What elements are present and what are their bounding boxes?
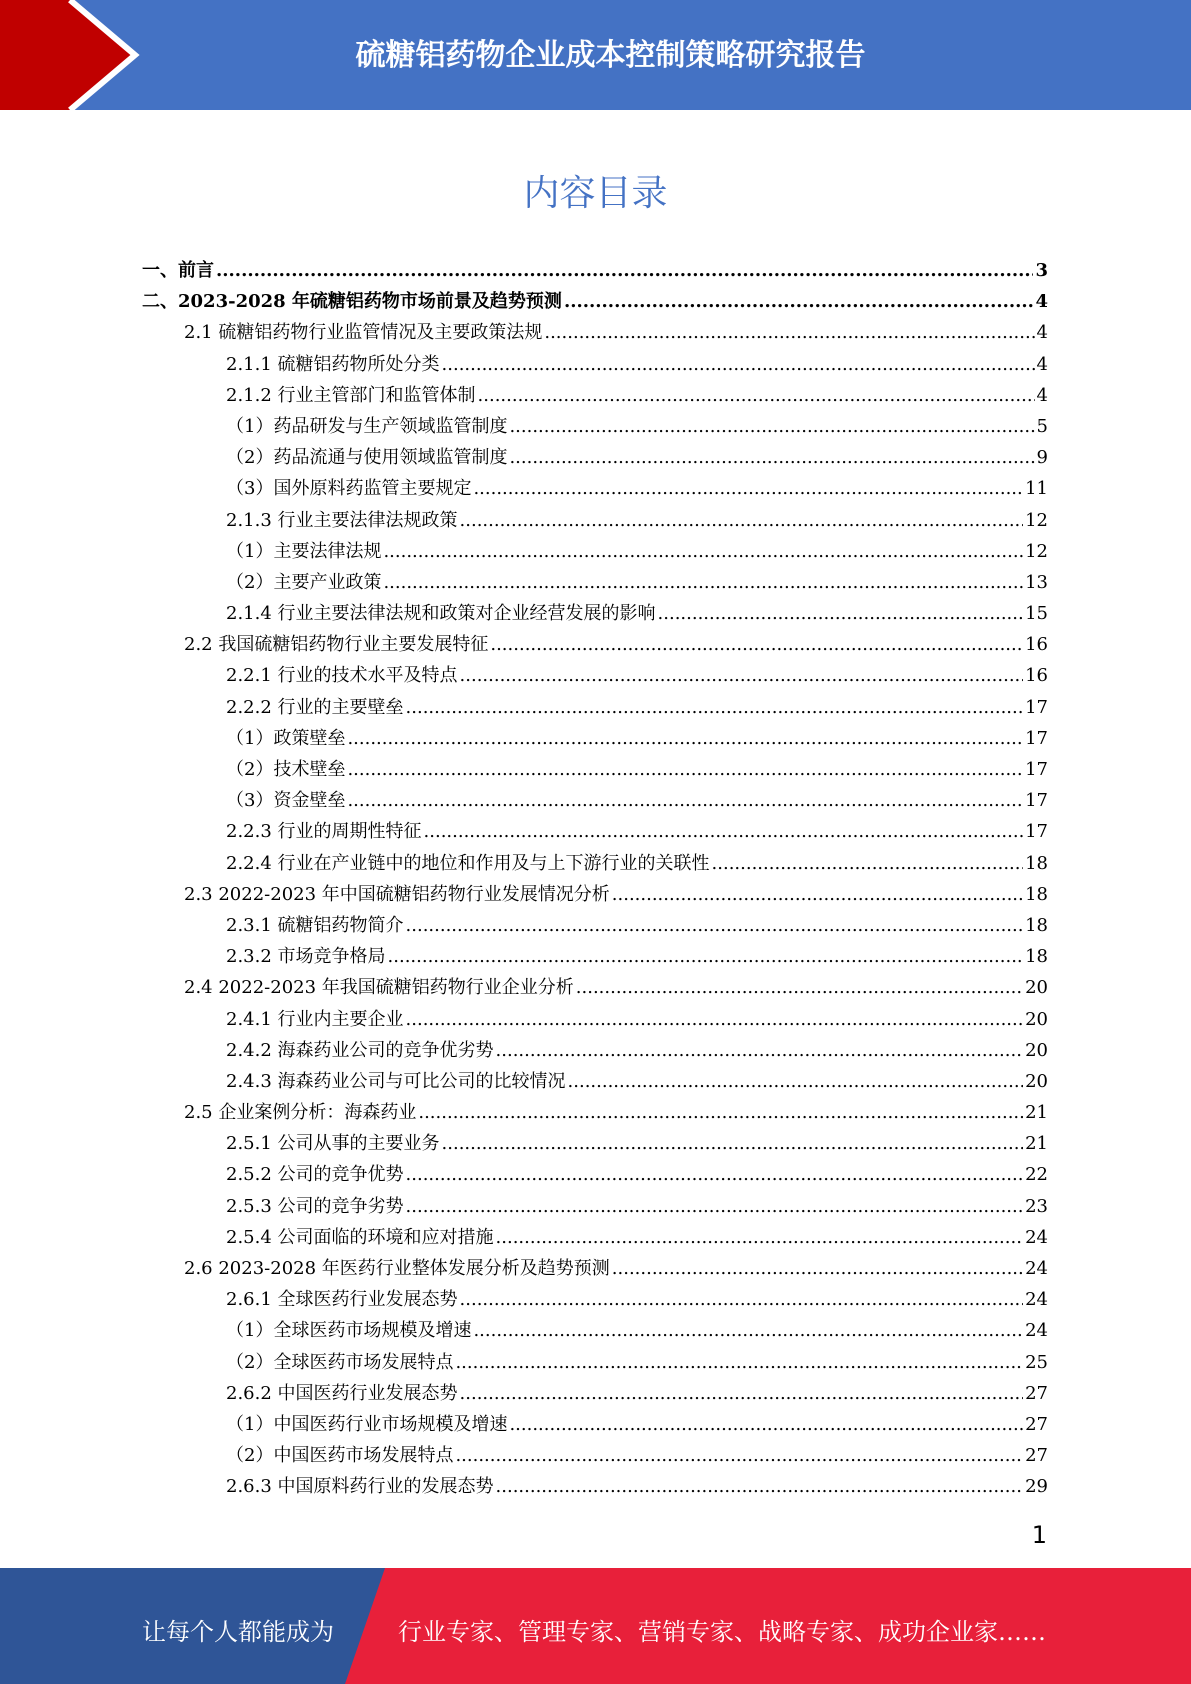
toc-entry-label: 2.3.2 市场竞争格局 [226,946,386,968]
toc-heading: 内容目录 [523,173,668,214]
toc-entry-label: （2）主要产业政策 [226,571,382,593]
toc-dot-leader [490,634,1023,655]
toc-entry[interactable] [142,1379,1048,1410]
footer-slogan-right: 行业专家、管理专家、营销专家、战略专家、成功企业家…… [398,1618,1046,1646]
report-title: 硫糖铝药物企业成本控制策略研究报告 [355,38,866,73]
toc-dot-leader [496,1476,1024,1497]
toc-dot-leader [509,416,1034,437]
toc-entry-page: 24 [1025,1226,1048,1248]
toc-entry-page: 20 [1025,1008,1048,1030]
toc-entry[interactable] [142,1160,1048,1191]
toc-entry-page: 17 [1025,696,1048,718]
toc-dot-leader [406,1009,1024,1030]
toc-entry[interactable] [142,1005,1048,1036]
toc-dot-leader [418,1102,1023,1123]
toc-entry[interactable] [142,1316,1048,1347]
toc-entry[interactable] [142,817,1048,848]
toc-entry-page: 16 [1025,634,1048,656]
toc-dot-leader [509,447,1034,468]
toc-entry-label: 2.6 2023-2028 年医药行业整体发展分析及趋势预测 [184,1258,610,1279]
toc-entry-page: 16 [1025,665,1048,687]
toc-entry[interactable] [142,1223,1048,1254]
toc-entry-label: 2.1.3 行业主要法律法规政策 [226,509,458,531]
toc-entry-page: 21 [1025,1133,1048,1155]
toc-dot-leader [509,1414,1023,1435]
toc-dot-leader [347,728,1023,749]
toc-entry-page: 24 [1025,1320,1048,1342]
toc-dot-leader [473,1320,1023,1341]
page-header [0,0,1191,110]
toc-dot-leader [460,665,1024,686]
toc-entry[interactable] [142,973,1048,1004]
toc-entry-page: 9 [1036,447,1048,469]
toc-entry-page: 24 [1025,1289,1048,1311]
toc-entry-label: 2.3.1 硫糖铝药物简介 [226,914,404,936]
toc-entry-page: 13 [1025,571,1048,593]
toc-entry[interactable] [142,1036,1048,1067]
toc-entry-label: 2.6.1 全球医药行业发展态势 [226,1289,458,1311]
toc-dot-leader [564,291,1034,312]
toc-entry-page: 18 [1025,852,1048,874]
toc-entry-page: 17 [1025,727,1048,749]
toc-entry[interactable] [142,1098,1048,1129]
toc-entry-page: 4 [1036,353,1048,375]
toc-entry-label: 2.6.2 中国医药行业发展态势 [226,1382,458,1404]
toc-entry-page: 18 [1025,883,1048,905]
toc-entry[interactable] [142,474,1048,505]
toc-dot-leader [388,946,1024,967]
toc-entry-page: 15 [1025,603,1048,625]
toc-entry-label: （1）主要法律法规 [226,540,382,562]
toc-entry-page: 11 [1025,478,1048,500]
toc-entry-page: 4 [1035,291,1048,313]
toc-entry-label: 2.2.3 行业的周期性特征 [226,821,422,843]
toc-dot-leader [478,385,1035,406]
toc-entry-label: 2.5.4 公司面临的环境和应对措施 [226,1226,494,1248]
toc-dot-leader [347,759,1023,780]
footer-slogan-left: 让每个人都能成为 [142,1618,334,1646]
toc-entry-page: 4 [1036,322,1048,344]
toc-entry-page: 24 [1025,1258,1048,1279]
toc-entry-label: 一、前言 [142,260,214,281]
toc-entry[interactable] [142,287,1048,318]
toc-entry-label: 2.1.4 行业主要法律法规和政策对企业经营发展的影响 [226,603,656,625]
toc-entry-page: 12 [1025,540,1048,562]
toc-entry-label: 二、2023-2028 年硫糖铝药物市场前景及趋势预测 [142,291,562,313]
toc-entry-label: 2.5.2 公司的竞争优势 [226,1164,404,1186]
toc-entry-label: （1）政策壁垒 [226,727,346,749]
toc-entry-page: 23 [1025,1195,1048,1217]
toc-entry-page: 4 [1036,384,1048,406]
toc-dot-leader [455,1445,1023,1466]
toc-entry-label: 2.1 硫糖铝药物行业监管情况及主要政策法规 [184,322,543,344]
toc-dot-leader [455,1352,1023,1373]
toc-entry-label: （2）全球医药市场发展特点 [226,1351,454,1373]
toc-entry-label: （3）资金壁垒 [226,790,346,812]
toc-entry-page: 21 [1025,1102,1048,1124]
toc-dot-leader [612,1258,1023,1279]
toc-entry-label: 2.5.3 公司的竞争劣势 [226,1195,404,1217]
toc-dot-leader [347,790,1023,811]
toc-entry[interactable] [142,1472,1048,1503]
toc-dot-leader [406,915,1024,936]
toc-entry[interactable] [142,880,1048,911]
toc-entry[interactable] [142,537,1048,568]
toc-entry[interactable] [142,381,1048,412]
toc-entry[interactable] [142,256,1048,287]
toc-entry-label: （2）药品流通与使用领域监管制度 [226,447,508,469]
toc-entry-label: 2.5.1 公司从事的主要业务 [226,1133,440,1155]
toc-entry[interactable] [142,630,1048,661]
table-of-contents [142,256,1048,1504]
toc-entry[interactable] [142,1348,1048,1379]
toc-entry-label: 2.6.3 中国原料药行业的发展态势 [226,1476,494,1498]
toc-entry[interactable] [142,568,1048,599]
toc-entry-label: 2.2 我国硫糖铝药物行业主要发展特征 [184,634,489,656]
toc-entry-label: （1）中国医药行业市场规模及增速 [226,1413,508,1435]
page-footer [0,1568,1191,1684]
toc-entry[interactable] [142,849,1048,880]
toc-dot-leader [406,1164,1024,1185]
toc-dot-leader [712,853,1024,874]
toc-entry-label: 2.3 2022-2023 年中国硫糖铝药物行业发展情况分析 [184,883,610,905]
toc-dot-leader [442,1133,1024,1154]
toc-entry-page: 17 [1025,790,1048,812]
toc-dot-leader [544,322,1034,343]
toc-entry[interactable] [142,693,1048,724]
toc-entry[interactable] [142,599,1048,630]
toc-entry-label: 2.1.2 行业主管部门和监管体制 [226,384,476,406]
toc-dot-leader [424,821,1024,842]
page-number: 1 [1031,1521,1047,1549]
toc-entry-label: 2.2.4 行业在产业链中的地位和作用及与上下游行业的关联性 [226,852,710,874]
toc-entry-page: 22 [1025,1164,1048,1186]
toc-entry[interactable] [142,1067,1048,1098]
toc-entry[interactable] [142,318,1048,349]
toc-dot-leader [460,1289,1024,1310]
toc-entry-label: （3）国外原料药监管主要规定 [226,478,472,500]
toc-entry-page: 27 [1025,1413,1048,1435]
toc-entry-page: 20 [1025,977,1048,999]
toc-dot-leader [460,510,1024,531]
toc-entry[interactable] [142,911,1048,942]
toc-dot-leader [216,260,1033,281]
toc-entry-label: （2）中国医药市场发展特点 [226,1445,454,1467]
toc-entry-page: 25 [1025,1351,1048,1373]
toc-entry-page: 12 [1025,509,1048,531]
toc-entry[interactable] [142,443,1048,474]
toc-entry-page: 18 [1025,946,1048,968]
toc-dot-leader [442,354,1035,375]
toc-entry-label: 2.2.2 行业的主要壁垒 [226,696,404,718]
toc-entry-page: 18 [1025,914,1048,936]
toc-entry-page: 17 [1025,759,1048,780]
toc-entry[interactable] [142,1129,1048,1160]
toc-dot-leader [576,977,1023,998]
toc-dot-leader [406,697,1024,718]
toc-entry[interactable] [142,1410,1048,1441]
toc-dot-leader [496,1040,1024,1061]
toc-entry-label: 2.4.2 海森药业公司的竞争优劣势 [226,1039,494,1061]
toc-dot-leader [383,541,1023,562]
toc-entry[interactable] [142,1192,1048,1223]
toc-entry[interactable] [142,942,1048,973]
toc-dot-leader [406,1196,1024,1217]
toc-entry-label: （1）全球医药市场规模及增速 [226,1320,472,1342]
toc-entry-page: 5 [1036,415,1048,437]
toc-entry[interactable] [142,350,1048,381]
toc-entry[interactable] [142,786,1048,817]
toc-entry-label: 2.1.1 硫糖铝药物所处分类 [226,353,440,375]
toc-entry-page: 20 [1025,1070,1048,1092]
toc-entry-label: 2.5 企业案例分析：海森药业 [184,1102,417,1124]
toc-entry[interactable] [142,724,1048,755]
toc-dot-leader [383,572,1023,593]
toc-dot-leader [473,478,1023,499]
toc-entry-page: 17 [1025,821,1048,843]
toc-entry[interactable] [142,1285,1048,1316]
toc-entry-page: 29 [1025,1476,1048,1498]
toc-dot-leader [568,1071,1024,1092]
toc-entry[interactable] [142,412,1048,443]
toc-entry[interactable] [142,755,1048,786]
toc-entry[interactable] [142,1254,1048,1285]
toc-dot-leader [658,603,1024,624]
toc-dot-leader [496,1227,1024,1248]
toc-entry-page: 20 [1025,1039,1048,1061]
toc-entry[interactable] [142,661,1048,692]
toc-dot-leader [460,1383,1024,1404]
toc-entry-label: 2.4 2022-2023 年我国硫糖铝药物行业企业分析 [184,977,574,999]
toc-entry-page: 27 [1025,1382,1048,1404]
toc-entry-label: （2）技术壁垒 [226,759,346,780]
toc-entry-label: （1）药品研发与生产领域监管制度 [226,415,508,437]
toc-entry-label: 2.2.1 行业的技术水平及特点 [226,665,458,687]
toc-dot-leader [612,884,1023,905]
toc-entry-page: 27 [1025,1445,1048,1467]
toc-entry-label: 2.4.3 海森药业公司与可比公司的比较情况 [226,1070,566,1092]
toc-entry-label: 2.4.1 行业内主要企业 [226,1008,404,1030]
toc-entry[interactable] [142,506,1048,537]
toc-entry-page: 3 [1035,260,1048,281]
toc-entry[interactable] [142,1441,1048,1472]
